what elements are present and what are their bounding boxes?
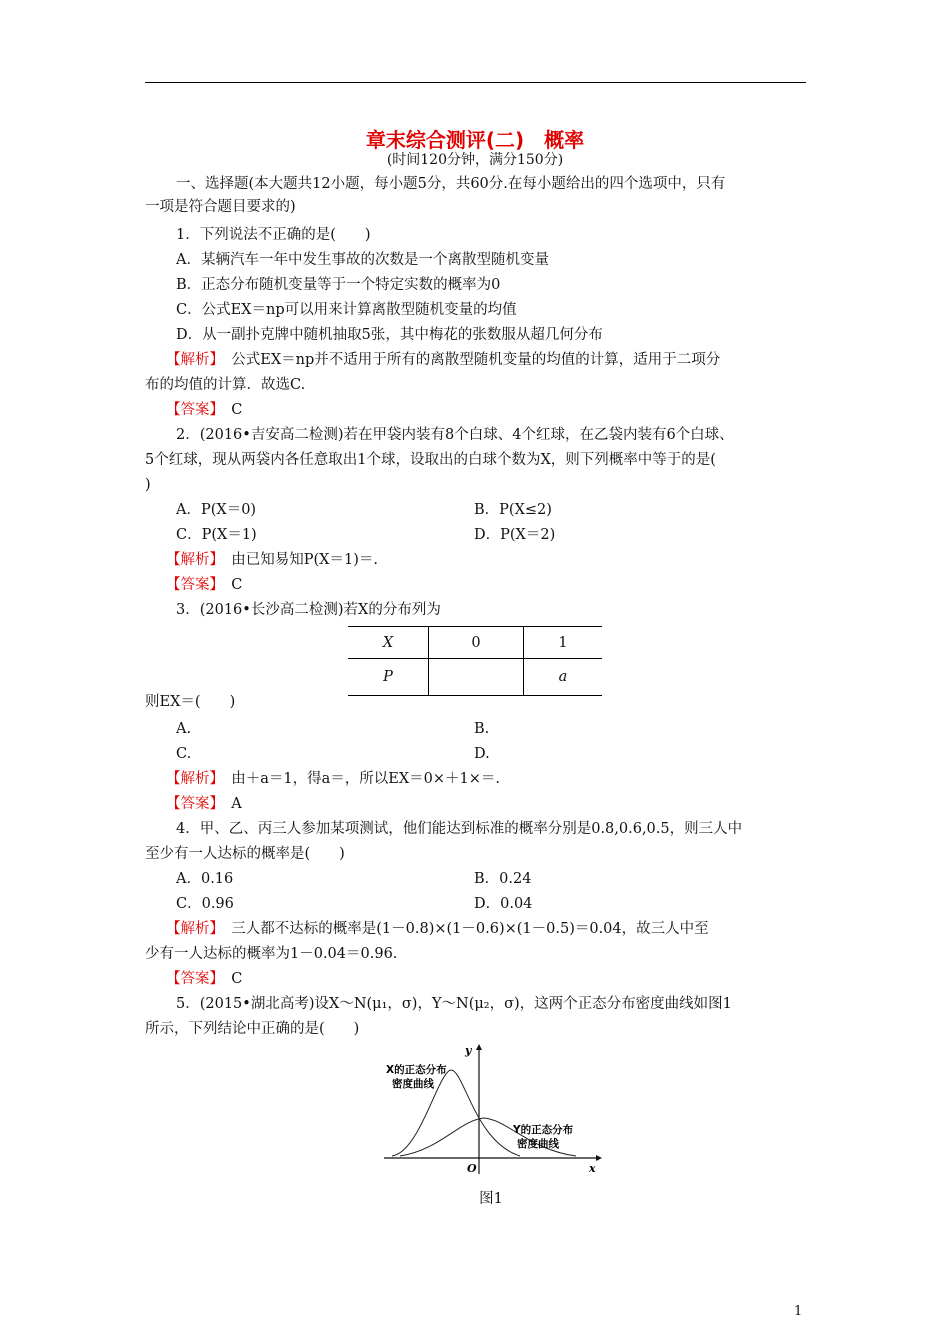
page-title: 章末综合测评(二) 概率: [365, 128, 585, 152]
solution-line: [166, 919, 709, 939]
line-text: 一、选择题(本大题共12小题，每小题5分，共60分.在每小题给出的四个选项中，只有: [176, 176, 726, 192]
text-line: [176, 300, 517, 320]
line-text: 所示，下列结论中正确的是( ): [145, 1021, 360, 1037]
table-cell: a: [524, 659, 603, 696]
text-line: [176, 819, 742, 839]
table-cell: X: [348, 627, 429, 659]
text-line: [474, 744, 490, 764]
section-tag: 【解析】: [166, 352, 217, 368]
line-text: 5个红球，现从两袋内各任意取出1个球，设取出的白球个数为X，则下列概率中等于的是(: [145, 452, 716, 468]
section-tag: 【答案】: [166, 402, 217, 418]
line-text: B．0.24: [474, 871, 532, 887]
line-text: 由＋a＝1，得a＝，所以EX＝0×＋1×＝.: [216, 771, 501, 787]
solution-line: [166, 969, 242, 989]
text-line: [145, 375, 305, 395]
page-subtitle: (时间120分钟，满分150分): [386, 152, 564, 168]
text-line: [176, 325, 603, 345]
origin-label: O: [467, 1162, 477, 1175]
line-text: C: [216, 577, 243, 593]
text-line: [145, 450, 716, 470]
line-text: 由已知易知P(X＝1)＝.: [216, 552, 378, 568]
line-text: A．0.16: [176, 871, 234, 887]
line-text: A．P(X＝0): [176, 502, 257, 518]
solution-line: [166, 794, 242, 814]
line-text: C: [216, 971, 243, 987]
line-text: 公式EX＝np并不适用于所有的离散型随机变量的均值的计算，适用于二项分: [216, 352, 721, 368]
x-curve-label: X的正态分布: [386, 1064, 447, 1076]
text-line: [176, 600, 441, 620]
table-row: [348, 659, 602, 696]
section-tag: 【答案】: [166, 796, 217, 812]
section-tag: 【解析】: [166, 552, 217, 568]
x-axis-arrow-icon: [596, 1155, 602, 1161]
text-line: [176, 174, 725, 194]
text-line: [176, 894, 234, 914]
text-line: [176, 869, 233, 889]
solution-line: [166, 769, 500, 789]
text-line: [176, 225, 371, 245]
table-cell: 1: [524, 627, 603, 659]
line-text: 布的均值的计算．故选C.: [145, 377, 306, 393]
x-curve-label: 密度曲线: [392, 1078, 434, 1090]
normal-curves-figure: [380, 1042, 605, 1177]
line-text: A: [216, 796, 242, 812]
line-text: C.: [176, 746, 192, 762]
header-rule: [145, 82, 806, 83]
line-text: D.: [474, 746, 490, 762]
table-row: [348, 627, 602, 659]
solution-line: [166, 575, 242, 595]
text-line: [176, 250, 549, 270]
text-line: [145, 475, 151, 495]
text-line: [176, 994, 732, 1014]
line-text: B．正态分布随机变量等于一个特定实数的概率为0: [176, 277, 501, 293]
line-text: B.: [474, 721, 490, 737]
text-line: [474, 719, 489, 739]
line-text: C: [216, 402, 243, 418]
line-text: 一项是符合题目要求的): [145, 199, 296, 215]
table-cell: [429, 659, 524, 696]
text-line: [145, 1019, 359, 1039]
line-text: 3．(2016•长沙高二检测)若X的分布列为: [176, 602, 441, 618]
text-line: [145, 844, 345, 864]
line-text: 5．(2015•湖北高考)设X～N(μ₁，σ)，Y～N(μ₂，σ)，这两个正态分布密度曲线如图1: [176, 996, 732, 1012]
line-text: A．某辆汽车一年中发生事故的次数是一个离散型随机变量: [176, 252, 549, 268]
x-axis-label: x: [589, 1162, 596, 1175]
section-tag: 【答案】: [166, 577, 217, 593]
text-line: [474, 869, 531, 889]
y-curve-label: Y的正态分布: [513, 1124, 574, 1136]
y-axis-arrow-icon: [476, 1044, 482, 1050]
line-text: B．P(X≤2): [474, 502, 552, 518]
text-line: [145, 692, 235, 712]
line-text: D．0.04: [474, 896, 533, 912]
section-tag: 【答案】: [166, 971, 217, 987]
text-line: [176, 275, 500, 295]
text-line: [145, 197, 296, 217]
line-text: C．P(X＝1): [176, 527, 257, 543]
text-line: [176, 425, 734, 445]
y-axis-label: y: [465, 1044, 472, 1057]
text-line: [474, 500, 552, 520]
line-text: ): [145, 477, 151, 493]
table-cell: 0: [429, 627, 524, 659]
line-text: D．P(X＝2): [474, 527, 556, 543]
text-line: [145, 944, 397, 964]
line-text: 三人都不达标的概率是(1－0.8)×(1－0.6)×(1－0.5)＝0.04，故三人中至: [216, 921, 709, 937]
line-text: D．从一副扑克牌中随机抽取5张，其中梅花的张数服从超几何分布: [176, 327, 603, 343]
text-line: [176, 719, 191, 739]
line-text: C．0.96: [176, 896, 234, 912]
page-number: 1: [794, 1304, 803, 1319]
line-text: 4．甲、乙、丙三人参加某项测试，他们能达到标准的概率分别是0.8,0.6,0.5，则三人中: [176, 821, 743, 837]
solution-line: [166, 400, 242, 420]
solution-line: [166, 350, 720, 370]
distribution-table: [348, 626, 602, 696]
text-line: [176, 525, 257, 545]
text-line: [176, 500, 256, 520]
solution-line: [166, 550, 378, 570]
text-line: [474, 894, 532, 914]
text-line: [474, 525, 555, 545]
line-text: 至少有一人达标的概率是( ): [145, 846, 345, 862]
section-tag: 【解析】: [166, 771, 217, 787]
line-text: C．公式EX＝np可以用来计算离散型随机变量的均值: [176, 302, 517, 318]
line-text: A.: [176, 721, 192, 737]
y-curve-label: 密度曲线: [517, 1138, 559, 1150]
text-line: [176, 744, 191, 764]
line-text: 少有一人达标的概率为1－0.04＝0.96.: [145, 946, 398, 962]
figure-caption: 图1: [479, 1191, 503, 1207]
section-tag: 【解析】: [166, 921, 217, 937]
table-cell: P: [348, 659, 429, 696]
line-text: 1．下列说法不正确的是( ): [176, 227, 371, 243]
line-text: 则EX＝( ): [145, 694, 236, 710]
line-text: 2．(2016•吉安高二检测)若在甲袋内装有8个白球、4个红球，在乙袋内装有6个白球、: [176, 427, 734, 443]
